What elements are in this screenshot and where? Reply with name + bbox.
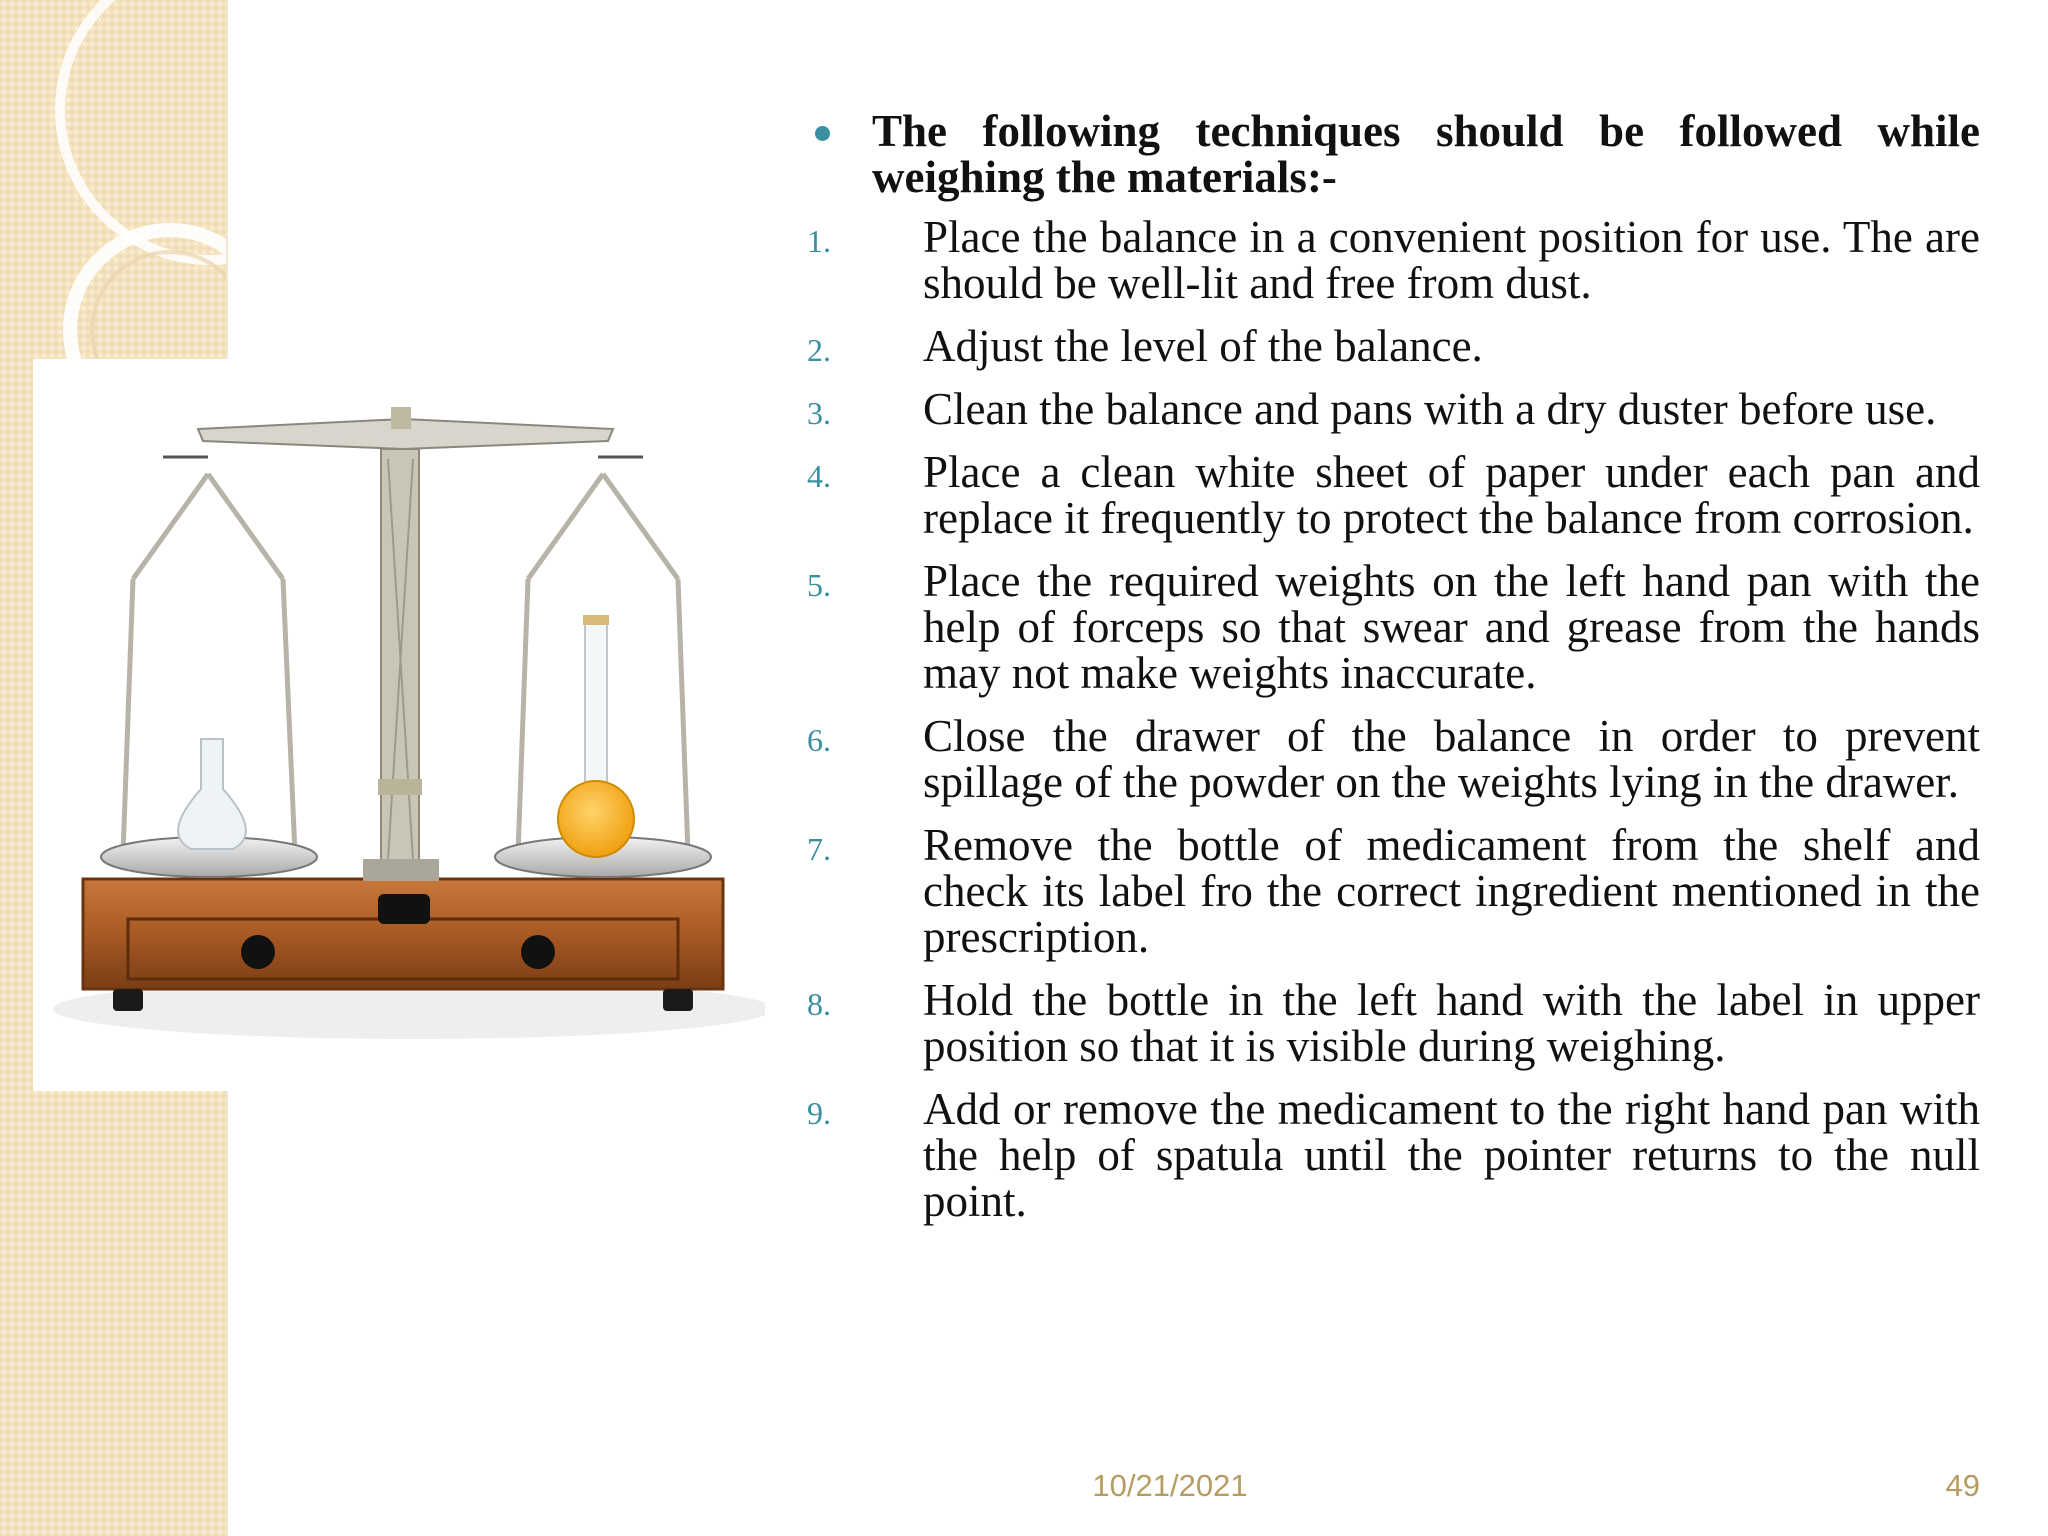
list-item-number: 3. [807, 395, 831, 431]
technique-list [800, 214, 1980, 1224]
list-item-text: Close the drawer of the balance in order to prevent spillage of the powder on the weights lying in the drawer. [923, 711, 1980, 807]
list-item-text: Clean the balance and pans with a dry duster before use. [923, 384, 1937, 434]
list-item-text: Place a clean white sheet of paper under each pan and replace it frequently to protect the balance from corrosion. [923, 447, 1980, 543]
list-item [800, 214, 1980, 306]
list-item-text: Place the balance in a convenient position for use. The are should be well-lit and free from dust. [923, 212, 1980, 308]
list-item-text: Remove the bottle of medicament from the shelf and check its label fro the correct ingredient mentioned in the prescription. [923, 820, 1980, 962]
list-item [800, 822, 1980, 960]
list-item [800, 449, 1980, 541]
list-item-number: 4. [807, 458, 831, 494]
list-item-number: 7. [807, 831, 831, 867]
bullet-icon [815, 126, 830, 141]
heading-row [800, 108, 1980, 200]
list-item [800, 558, 1980, 696]
list-item-text: Adjust the level of the balance. [923, 321, 1483, 371]
list-item-number: 6. [807, 722, 831, 758]
slide-heading: The following techniques should be followed while weighing the materials:- [872, 106, 1980, 202]
list-item-number: 2. [807, 332, 831, 368]
list-item-number: 9. [807, 1095, 831, 1131]
list-item [800, 713, 1980, 805]
footer-date: 10/21/2021 [1092, 1468, 1248, 1503]
slide-content [800, 108, 1980, 1241]
list-item [800, 977, 1980, 1069]
list-item-text: Place the required weights on the left hand pan with the help of forceps so that swear and grease from the hands may not make weights inaccurate. [923, 556, 1980, 698]
list-item-number: 1. [807, 223, 831, 259]
list-item-number: 8. [807, 986, 831, 1022]
list-item-text: Add or remove the medicament to the right hand pan with the help of spatula until the pointer returns to the null point. [923, 1084, 1980, 1226]
footer-page-number: 49 [1945, 1468, 1980, 1503]
list-item-text: Hold the bottle in the left hand with the label in upper position so that it is visible during weighing. [923, 975, 1980, 1071]
list-item-number: 5. [807, 567, 831, 603]
list-item [800, 1086, 1980, 1224]
list-item [800, 386, 1980, 432]
list-item [800, 323, 1980, 369]
balance-scale-photo [33, 359, 765, 1091]
